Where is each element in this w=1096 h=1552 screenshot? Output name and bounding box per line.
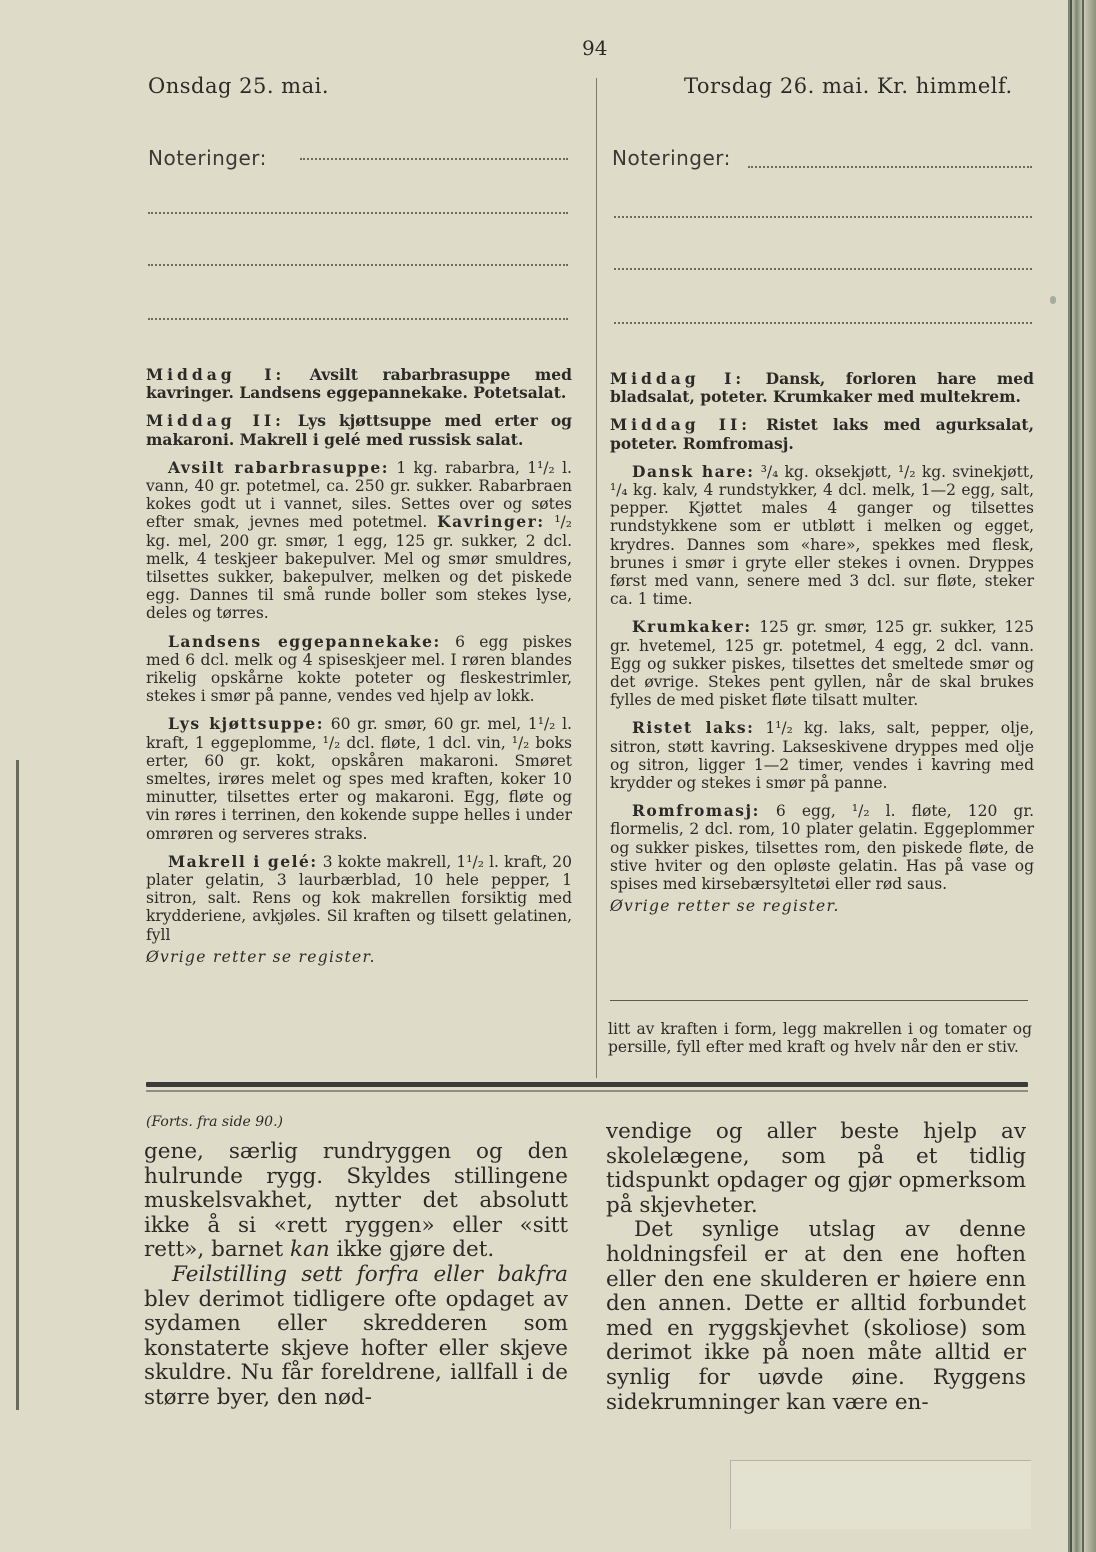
article-paragraph xyxy=(144,1140,568,1263)
right-dinner-2-text: Ristet laks med agurksalat, poteter. Romfromasj. xyxy=(610,415,1034,453)
article-paragraph: vendige og aller beste hjelp av skolelægene, som på et tidlig tidspunkt opdager og gjør opmerksom på skjevheter. xyxy=(606,1119,1026,1218)
recipe-kjottsuppe xyxy=(146,715,572,842)
left-day-heading: Onsdag 25. mai. xyxy=(148,74,329,98)
right-recipes-column xyxy=(610,370,1034,925)
left-dinner-2 xyxy=(146,412,572,448)
right-dinner-1-text: Dansk, forloren hare med bladsalat, poteter. Krumkaker med multekrem. xyxy=(610,369,1034,407)
recipe-text: 3 kokte makrell, 1¹/₂ l. kraft, 20 plater gelatin, 3 laurbærblad, 10 hele pepper, 1 sitron, salt. Rens og kok makrellen forsiktig med krydderiene, avkjøles. Sil kraften og tilsett gelatinen, fyll xyxy=(146,852,572,944)
right-dinner-2 xyxy=(610,416,1034,452)
column-divider xyxy=(596,78,597,1078)
article-emphasis: Feilstilling sett forfra eller bakfra xyxy=(172,1261,568,1287)
left-notes-line-4 xyxy=(148,318,568,320)
recipe-text: 60 gr. smør, 60 gr. mel, 1¹/₂ l. kraft, 1 eggeplomme, ¹/₂ dcl. fløte, 1 dcl. vin, ¹/₂ boks erter, 60 gr. kokt, opskåren makaroni. Smøret smeltes, irøres melet og spes med kraften, koker 10 minutter, tilsettes erter og makaroni. Egg, fløte og vin røres i terrinen, den kokende suppe helles i under omrøren og serveres straks. xyxy=(146,715,572,843)
article-text: gene, særlig rundryggen og den hulrunde rygg. Skyldes stillingene muskelsvakhet, nytter det absolutt ikke å si «rett ryggen» eller «sitt rett», barnet xyxy=(144,1139,568,1263)
right-day-heading: Torsdag 26. mai. Kr. himmelf. xyxy=(684,74,1013,98)
binding-shadow xyxy=(16,760,19,1410)
recipe-text: ³/₄ kg. oksekjøtt, ¹/₂ kg. svinekjøtt, ¹/₄ kg. kalv, 4 rundstykker, 4 dcl. melk, 1—2 egg, salt, pepper. Kjøttet males 4 ganger og tilsettes rundstykkene som er utbløtt i melken og egget, krydres. Dannes som «hare», spekkes med flesk, brunes i smør i gryte eller stekes i ovnen. Dryppes først med vann, senere med 3 dcl. sur fløte, steker ca. 1 time. xyxy=(610,462,1035,609)
left-dinner-2-label: Middag II: xyxy=(146,411,285,431)
left-dinner-1-label: Middag I: xyxy=(146,365,286,384)
right-footer-note: Øvrige retter se register. xyxy=(610,897,840,916)
recipe-text: 1¹/₂ kg. laks, salt, pepper, olje, sitron, støtt kavring. Lakseskivene dryppes med olje og sitron, ligger 1—2 timer, vendes i kavring med krydder og stekes i smør på panne. xyxy=(610,719,1035,793)
recipe-romfromasj xyxy=(610,802,1034,893)
article-paragraph: Det synlige utslag av denne holdningsfeil er at den ene hoften eller den ene skulderen er høiere enn den annen. Dette er alltid forbundet med en ryggskjevhet (skoliose) som derimot ikke på noen måte alltid er synlig for uøvde øine. Ryggens sidekrumninger kan være en- xyxy=(606,1217,1026,1415)
recipe-text: 6 egg, ¹/₂ l. fløte, 120 gr. flormelis, 2 dcl. rom, 10 plater gelatin. Eggeplommer og sukker piskes, tilsettes rom, den piskede fløte, de stive hviter og den opløste gelatin. Has på vase og spises med kirsebærsyltetøi eller rød saus. xyxy=(610,802,1034,894)
recipe-dansk-hare xyxy=(610,463,1034,609)
recipe-title: Romfromasj: xyxy=(632,801,760,821)
article-text: ikke gjøre det. xyxy=(329,1237,495,1263)
recipe-rabarbrasuppe xyxy=(146,459,572,623)
right-notes-line-3 xyxy=(614,268,1032,270)
recipe-title: Dansk hare: xyxy=(632,461,755,481)
edge-line xyxy=(1070,0,1072,1552)
left-notes-line-2 xyxy=(148,212,568,214)
section-rule-thin xyxy=(146,1090,1028,1092)
recipe-text: 1 kg. rabarbra, 1¹/₂ l. vann, 40 gr. potetmel, ca. 250 gr. sukker. Rabarbraen kokes godt ut i vannet, siles. Settes over og søtes efter smak, jevnes med potetmel. xyxy=(146,458,572,532)
recipe-text: 125 gr. smør, 125 gr. sukker, 125 gr. hvetemel, 125 gr. potetmel, 4 egg, 2 dcl. vann. Egg og sukker piskes, tilsettes det smeltede smør og det øvrige. Stekes pent gyllen, når de skal brukes fylles de med pisket fløte tilsatt multer. xyxy=(610,618,1034,710)
right-dinner-2-label: Middag II: xyxy=(610,415,751,435)
right-notes-label: Noteringer: xyxy=(612,146,731,170)
article-text: blev derimot tidligere ofte opdaget av sydamen eller skredderen som konstaterte skjeve hofter eller skjeve skuldre. Nu får foreldrene, iallfall i de større byer, den nød- xyxy=(144,1286,568,1410)
recipe-makrell xyxy=(146,853,572,944)
page-tab-marker xyxy=(730,1460,1031,1529)
right-dinner-1 xyxy=(610,370,1034,406)
left-footer-note: Øvrige retter se register. xyxy=(146,947,376,966)
recipe-title: Makrell i gelé: xyxy=(168,851,318,871)
right-notes-line-4 xyxy=(614,322,1032,324)
right-dinner-1-label: Middag I: xyxy=(610,369,746,388)
recipe-continuation: litt av kraften i form, legg makrellen i og tomater og persille, fyll efter med kraft og hvelv når den er stiv. xyxy=(608,1020,1032,1057)
page-number: 94 xyxy=(582,36,608,60)
left-notes-line-1 xyxy=(300,158,568,160)
continued-from-note: (Forts. fra side 90.) xyxy=(146,1114,283,1130)
right-notes-line-1 xyxy=(748,166,1032,168)
recipe-text: 6 egg piskes med 6 dcl. melk og 4 spiseskjeer mel. I røren blandes rikelig opskårne kokte poteter og fleskestrimler, stekes i smør på panne, vendes ved hjelp av lokk. xyxy=(146,632,572,706)
recipe-eggepannekake xyxy=(146,633,572,706)
paper-mark xyxy=(1050,296,1056,304)
recipe-title: Landsens eggepannekake: xyxy=(168,631,441,651)
recipe-ristet-laks xyxy=(610,719,1034,792)
left-dinner-1 xyxy=(146,366,572,402)
section-rule xyxy=(146,1082,1028,1087)
left-notes-line-3 xyxy=(148,264,568,266)
article-right-column xyxy=(606,1120,1026,1415)
left-dinner-1-text: Avsilt rabarbrasuppe med kavringer. Landsens eggepannekake. Potetsalat. xyxy=(146,365,572,403)
article-emphasis: kan xyxy=(290,1237,330,1263)
left-recipes-column xyxy=(146,366,572,976)
recipe-text: ¹/₂ kg. mel, 200 gr. smør, 1 egg, 125 gr. sukker, 2 dcl. melk, 4 teskjeer bakepulver. Mel og smør smuldres, tilsettes sukker, bakepulver, melken og det piskede egg. Dannes til små runde boller som stekes lyse, deles og tørres. xyxy=(146,513,572,623)
continuation-rule xyxy=(610,1000,1028,1001)
recipe-title: Kavringer: xyxy=(437,512,545,532)
recipe-title: Avsilt rabarbrasuppe: xyxy=(168,457,389,477)
right-notes-line-2 xyxy=(614,216,1032,218)
recipe-title: Ristet laks: xyxy=(632,718,755,738)
recipe-krumkaker xyxy=(610,618,1034,709)
edge-line xyxy=(1082,0,1084,1552)
recipe-title: Lys kjøttsuppe: xyxy=(168,714,325,734)
page-stack-edge xyxy=(1068,0,1096,1552)
left-notes-label: Noteringer: xyxy=(148,146,267,170)
left-dinner-2-text: Lys kjøttsuppe med erter og makaroni. Makrell i gelé med russisk salat. xyxy=(146,411,572,449)
recipe-title: Krumkaker: xyxy=(632,617,752,637)
article-left-column xyxy=(144,1140,568,1411)
article-paragraph xyxy=(144,1263,568,1411)
